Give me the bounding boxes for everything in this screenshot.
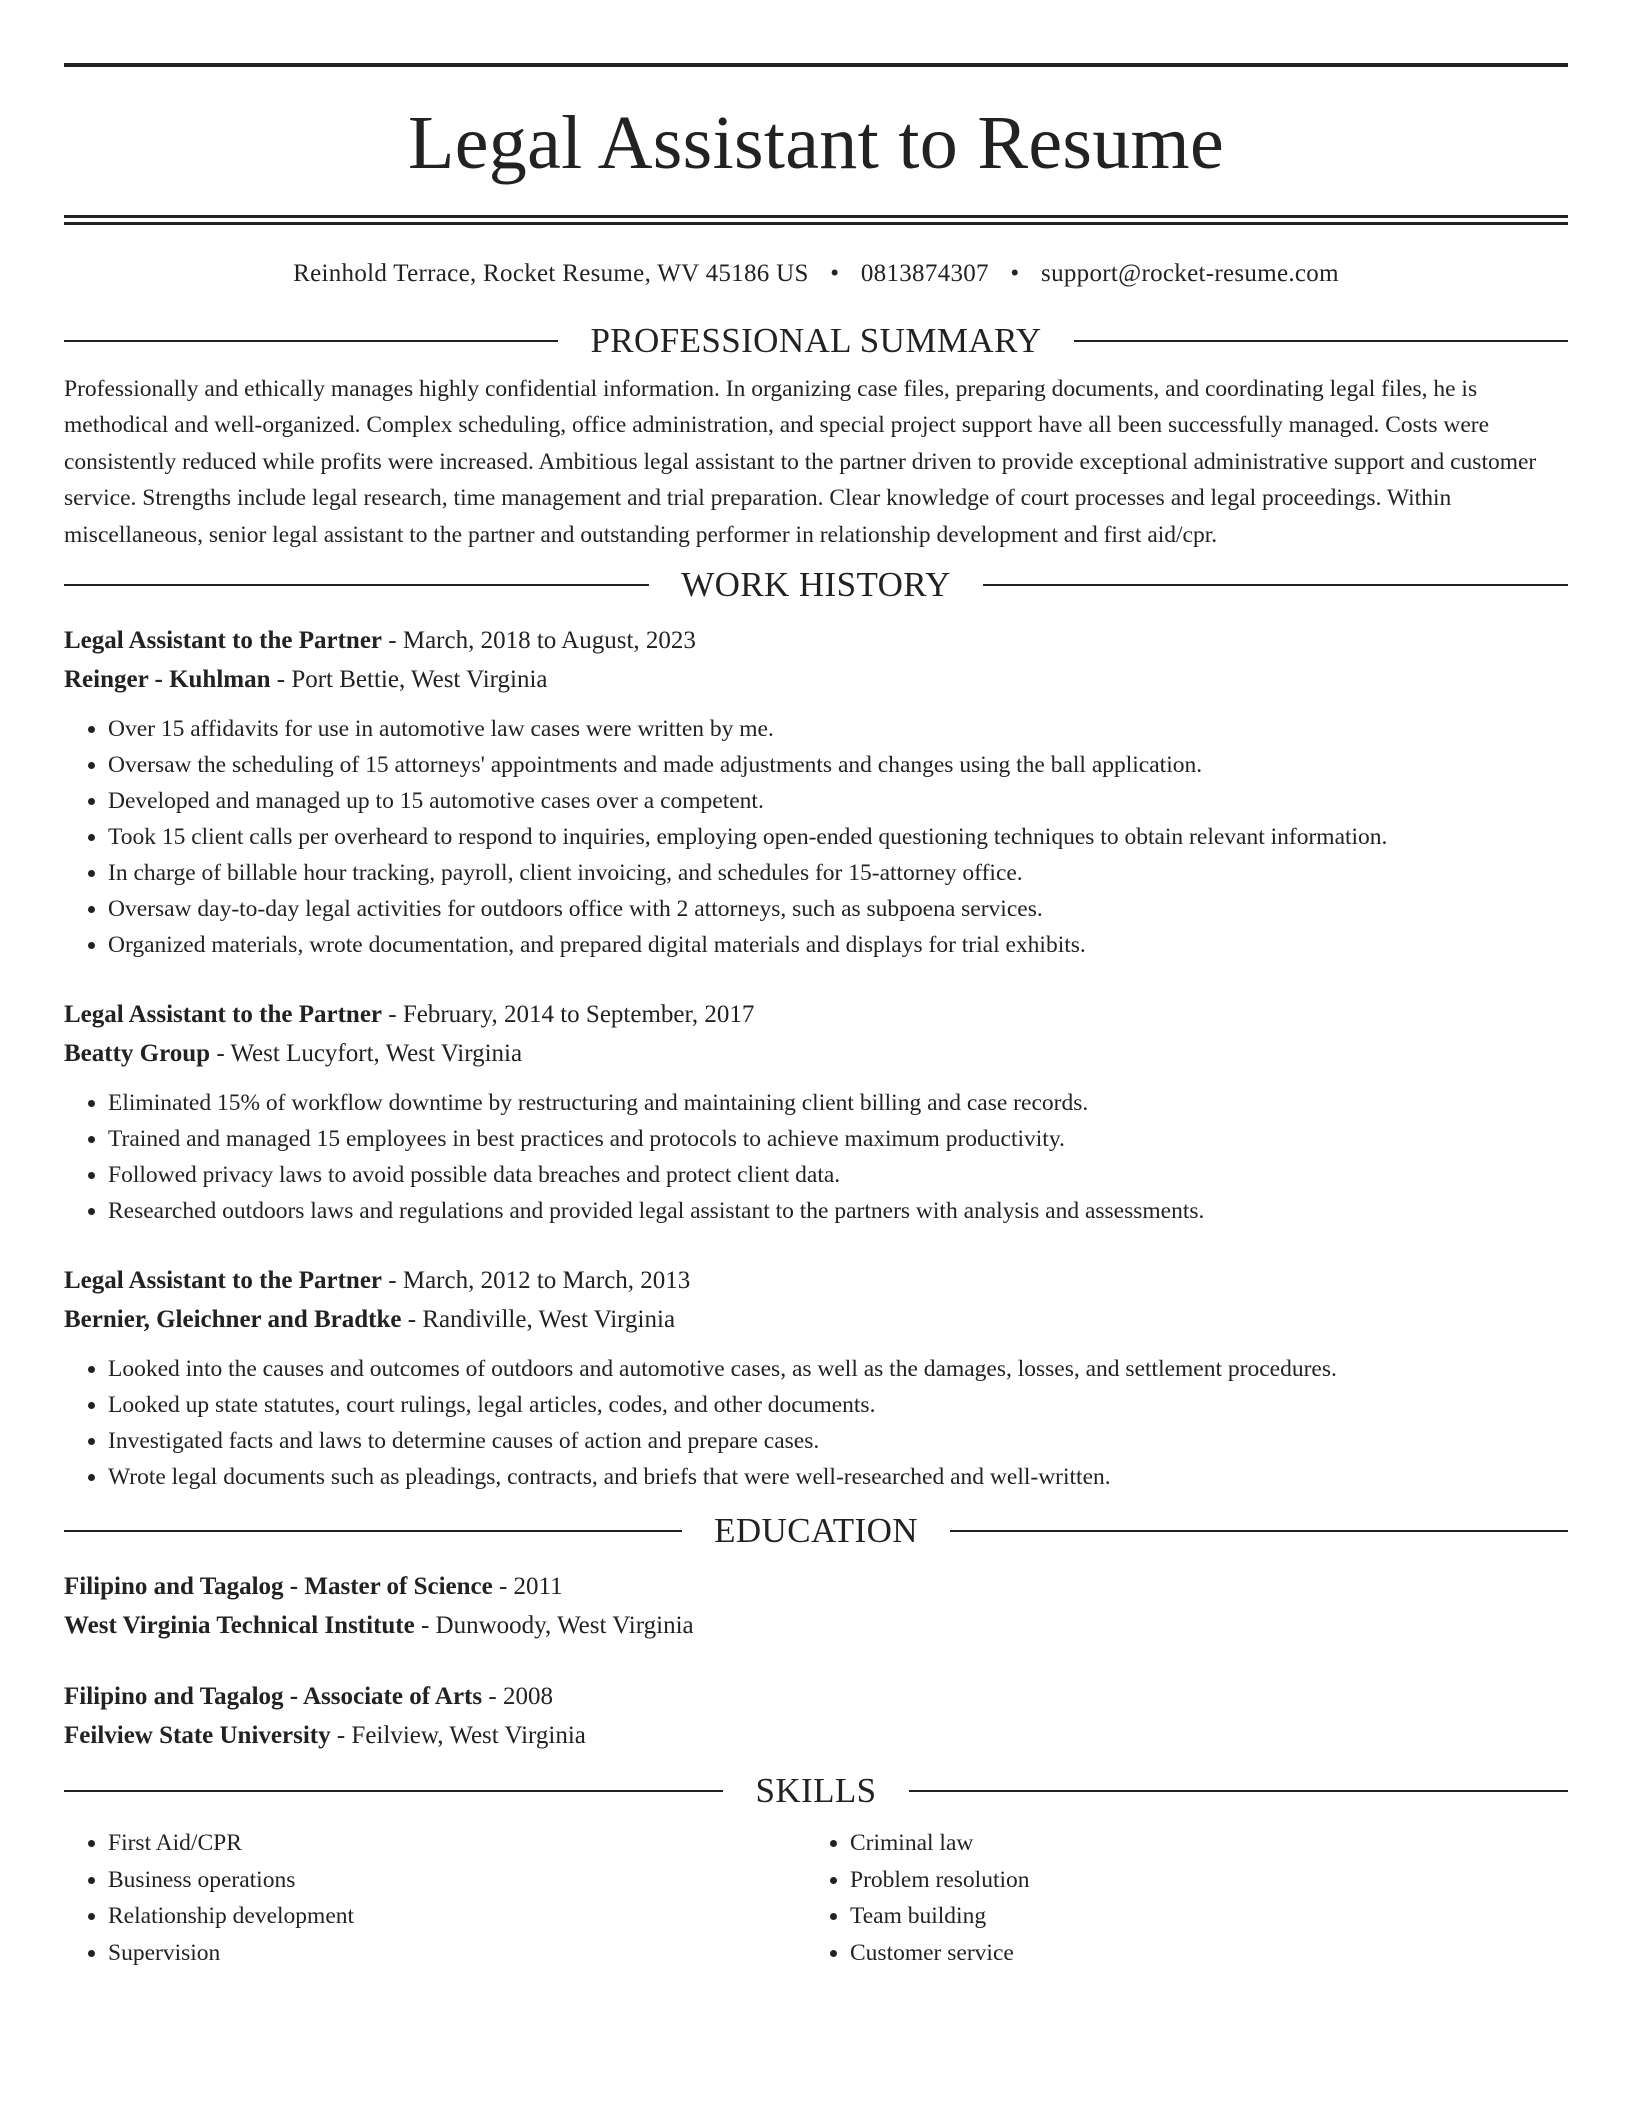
education-year: - 2011 bbox=[492, 1573, 563, 1601]
job-location: - Port Bettie, West Virginia bbox=[270, 666, 548, 694]
job-bullet: • In charge of billable hour tracking, payroll, client invoicing, and schedules for 15-attorney office. bbox=[108, 855, 1568, 891]
job-company-line bbox=[64, 1300, 1568, 1339]
education-school: West Virginia Technical Institute bbox=[64, 1612, 415, 1640]
job-bullet: • Researched outdoors laws and regulations and provided legal assistant to the partners with analysis and assessments. bbox=[108, 1193, 1568, 1229]
skills-columns bbox=[64, 1825, 1568, 1971]
job-company-line bbox=[64, 660, 1568, 699]
professional-summary-text: Professionally and ethically manages highly confidential information. In organizing case files, preparing documents, and coordinating legal files, he is methodical and well-organized. Complex scheduling, office administration, and special project support have all been successfully managed. Costs were consistently reduced while profits were increased. Ambitious legal assistant to the partner driven to provide exceptional administrative support and customer service. Strengths include legal research, time management and trial preparation. Clear knowledge of court processes and legal proceedings. Within miscellaneous, senior legal assistant to the partner and outstanding performer in relationship development and first aid/cpr. bbox=[64, 376, 1537, 548]
job-company: Bernier, Gleichner and Bradtke bbox=[64, 1306, 402, 1334]
contact-line bbox=[64, 259, 1568, 289]
contact-email: support@rocket-resume.com bbox=[1041, 260, 1339, 287]
job-bullet: • Trained and managed 15 employees in best practices and protocols to achieve maximum productivity. bbox=[108, 1121, 1568, 1157]
summary-heading-label: PROFESSIONAL SUMMARY bbox=[590, 321, 1042, 360]
job-bullet: • Over 15 affidavits for use in automotive law cases were written by me. bbox=[108, 711, 1568, 747]
job-bullet: • Developed and managed up to 15 automotive cases over a competent. bbox=[108, 783, 1568, 819]
heading-rule-right bbox=[983, 584, 1568, 586]
education-school-line bbox=[64, 1716, 1568, 1755]
work-heading-label: WORK HISTORY bbox=[681, 565, 951, 605]
education-entry bbox=[64, 1677, 1568, 1755]
skills-heading-label: SKILLS bbox=[755, 1771, 877, 1811]
contact-address: Reinhold Terrace, Rocket Resume, WV 45186 US bbox=[293, 260, 809, 287]
job-bullet: • Organized materials, wrote documentation, and prepared digital materials and displays for trial exhibits. bbox=[108, 927, 1568, 963]
heading-rule-left bbox=[64, 340, 558, 342]
skills-list-right bbox=[806, 1825, 1548, 1971]
job-entry bbox=[64, 621, 1568, 963]
job-title-line bbox=[64, 621, 1568, 660]
job-company: Beatty Group bbox=[64, 1040, 211, 1068]
education-school-line bbox=[64, 1606, 1568, 1645]
job-location: - West Lucyfort, West Virginia bbox=[210, 1040, 523, 1068]
education-section-heading bbox=[64, 1511, 1568, 1551]
job-bullet: • Looked up state statutes, court rulings, legal articles, codes, and other documents. bbox=[108, 1387, 1568, 1423]
title-double-rule bbox=[64, 215, 1568, 225]
top-rule bbox=[64, 63, 1568, 67]
heading-rule-left bbox=[64, 1790, 723, 1792]
skill-item: • Relationship development bbox=[108, 1898, 806, 1935]
job-title: Legal Assistant to the Partner bbox=[64, 1001, 383, 1029]
job-title: Legal Assistant to the Partner bbox=[64, 627, 383, 655]
job-location: - Randiville, West Virginia bbox=[401, 1306, 676, 1334]
skill-item: • First Aid/CPR bbox=[108, 1825, 806, 1862]
job-bullets bbox=[64, 711, 1568, 963]
job-title: Legal Assistant to the Partner bbox=[64, 1267, 383, 1295]
contact-phone: 0813874307 bbox=[860, 260, 989, 287]
skill-item: • Team building bbox=[850, 1898, 1548, 1935]
heading-rule-right bbox=[909, 1790, 1568, 1792]
skill-item: • Customer service bbox=[850, 1935, 1548, 1972]
summary-section-heading bbox=[64, 321, 1568, 361]
education-school: Feilview State University bbox=[64, 1722, 331, 1750]
job-bullet: • Wrote legal documents such as pleadings, contracts, and briefs that were well-researched and well-written. bbox=[108, 1459, 1568, 1495]
job-dates: - March, 2018 to August, 2023 bbox=[382, 627, 696, 655]
education-degree-line bbox=[64, 1677, 1568, 1716]
resume-title: Legal Assistant to Resume bbox=[408, 101, 1224, 185]
heading-rule-right bbox=[1074, 340, 1568, 342]
skill-item: • Criminal law bbox=[850, 1825, 1548, 1862]
skills-section-heading bbox=[64, 1771, 1568, 1811]
job-company-line bbox=[64, 1034, 1568, 1073]
job-bullets bbox=[64, 1085, 1568, 1229]
skills-list-left bbox=[64, 1825, 806, 1971]
job-dates: - February, 2014 to September, 2017 bbox=[382, 1001, 755, 1029]
job-dates: - March, 2012 to March, 2013 bbox=[382, 1267, 691, 1295]
skill-item: • Business operations bbox=[108, 1862, 806, 1899]
job-title-line bbox=[64, 995, 1568, 1034]
work-section-heading bbox=[64, 565, 1568, 605]
education-degree: Filipino and Tagalog - Associate of Arts bbox=[64, 1683, 483, 1711]
job-bullet: • Oversaw the scheduling of 15 attorneys' appointments and made adjustments and changes using the ball application. bbox=[108, 747, 1568, 783]
education-degree: Filipino and Tagalog - Master of Science bbox=[64, 1573, 493, 1601]
job-title-line bbox=[64, 1261, 1568, 1300]
job-bullet: • Eliminated 15% of workflow downtime by restructuring and maintaining client billing and case records. bbox=[108, 1085, 1568, 1121]
education-heading-label: EDUCATION bbox=[714, 1511, 918, 1551]
skill-item: • Problem resolution bbox=[850, 1862, 1548, 1899]
job-entry bbox=[64, 1261, 1568, 1495]
education-degree-line bbox=[64, 1567, 1568, 1606]
heading-rule-left bbox=[64, 1530, 682, 1532]
job-bullet: • Oversaw day-to-day legal activities for outdoors office with 2 attorneys, such as subpoena services. bbox=[108, 891, 1568, 927]
job-bullet: • Followed privacy laws to avoid possible data breaches and protect client data. bbox=[108, 1157, 1568, 1193]
heading-rule-left bbox=[64, 584, 649, 586]
education-location: - Dunwoody, West Virginia bbox=[414, 1612, 694, 1640]
contact-separator: • bbox=[1010, 260, 1020, 287]
education-location: - Feilview, West Virginia bbox=[330, 1722, 586, 1750]
job-bullet: • Looked into the causes and outcomes of outdoors and automotive cases, as well as the damages, losses, and settlement procedures. bbox=[108, 1351, 1568, 1387]
education-entry bbox=[64, 1567, 1568, 1645]
contact-separator: • bbox=[830, 260, 840, 287]
job-bullet: • Investigated facts and laws to determine causes of action and prepare cases. bbox=[108, 1423, 1568, 1459]
skill-item: • Supervision bbox=[108, 1935, 806, 1972]
job-entry bbox=[64, 995, 1568, 1229]
education-year: - 2008 bbox=[482, 1683, 553, 1711]
job-company: Reinger - Kuhlman bbox=[64, 666, 271, 694]
heading-rule-right bbox=[950, 1530, 1568, 1532]
job-bullets bbox=[64, 1351, 1568, 1495]
job-bullet: • Took 15 client calls per overheard to respond to inquiries, employing open-ended questioning techniques to obtain relevant information. bbox=[108, 819, 1568, 855]
